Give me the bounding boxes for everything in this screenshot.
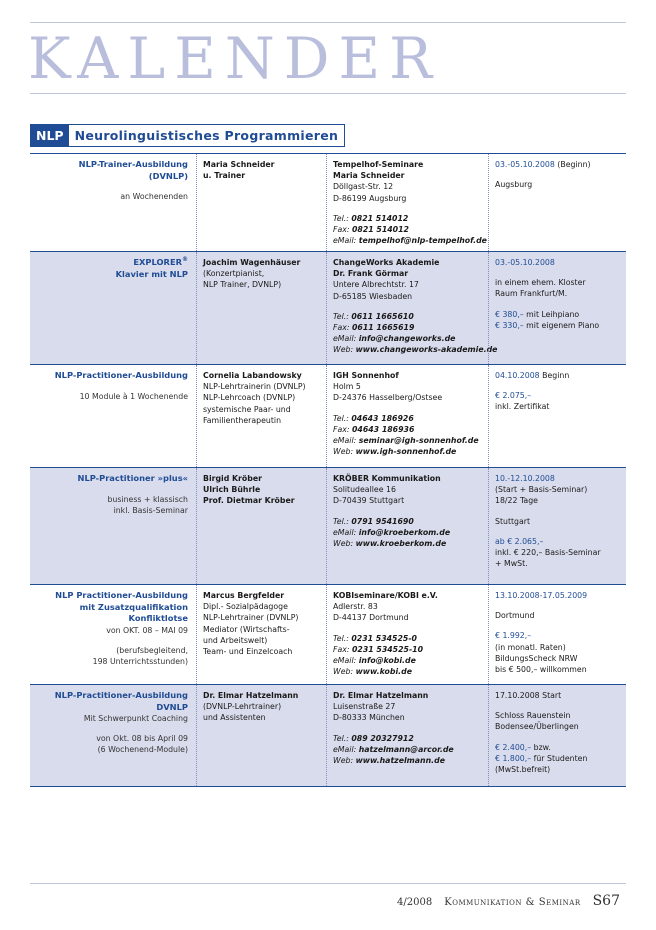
course-cell: [30, 685, 196, 786]
web-line: [333, 344, 498, 355]
organizer-name: KOBIseminare/KOBI e.V.: [333, 591, 438, 600]
table-row: [30, 365, 626, 468]
email-line: [333, 527, 482, 538]
contact-person: Dr. Frank Görmar: [333, 269, 409, 279]
section-title: Neurolinguistisches Programmieren: [74, 128, 339, 143]
email-link[interactable]: seminar@igh-sonnenhof.de: [358, 436, 479, 446]
email-link[interactable]: info@changeworks.de: [358, 334, 456, 344]
course-title-text: EXPLORER: [133, 257, 182, 267]
email-line: [333, 235, 487, 246]
contact-cell: [326, 154, 488, 251]
section-header: [30, 124, 345, 147]
page-number: S67: [592, 893, 620, 909]
contact-cell: [326, 468, 488, 584]
price-note: inkl. Zertifikat: [495, 402, 550, 412]
event-date: 13.10.2008-17.05.2009: [495, 591, 588, 600]
event-location: Schloss Rauenstein: [495, 711, 571, 721]
contact-cell: [326, 585, 488, 684]
price-note: für Studenten: [531, 753, 588, 763]
web-line: [333, 666, 482, 677]
footer-rule: [30, 883, 626, 884]
course-title: Klavier mit NLP: [115, 268, 188, 279]
price-note: + MwSt.: [495, 559, 528, 569]
page-title: KALENDER: [28, 26, 441, 92]
price-note: BildungsScheck NRW: [495, 653, 578, 663]
event-date: 03.-05.10.2008: [495, 160, 555, 169]
table-row: [30, 468, 626, 585]
address-street: Untere Albrechtstr. 17: [333, 280, 419, 290]
address-city: D-80333 München: [333, 713, 405, 723]
date-note: Beginn: [539, 371, 570, 380]
event-location: Dortmund: [495, 611, 535, 621]
course-title: NLP-Practitioner-Ausbildung: [54, 690, 188, 700]
course-cell: [30, 365, 196, 467]
fax-line: [333, 224, 482, 235]
email-line: [333, 333, 482, 344]
web-line: [333, 538, 482, 549]
phone-label: Tel.:: [333, 733, 352, 743]
web-link[interactable]: www.kobi.de: [355, 667, 412, 677]
price-line: [495, 753, 620, 764]
email-line: [333, 435, 482, 446]
course-cell: [30, 252, 196, 364]
fax-line: [333, 322, 482, 333]
price: ab € 2.065,–: [495, 536, 544, 546]
fax-label: Fax:: [333, 424, 352, 434]
web-label: Web:: [333, 539, 356, 549]
price-line: [495, 742, 620, 753]
trainer-info: und Arbeitswelt): [203, 635, 268, 645]
trainer-cell: [196, 685, 326, 786]
trainer-info: Mediator (Wirtschafts-: [203, 624, 290, 634]
trainer-info: NLP-Lehrtrainer (DVNLP): [203, 613, 299, 623]
course-note: (6 Wochenend-Module): [97, 745, 188, 755]
course-title: NLP-Trainer-Ausbildung: [78, 159, 188, 169]
price: € 2.400,–: [495, 742, 532, 752]
price: € 380,–: [495, 309, 524, 319]
magazine-name: Kommunikation & Seminar: [444, 897, 581, 908]
phone-line: [333, 413, 482, 424]
price-line: [495, 309, 620, 320]
fax-line: [333, 424, 482, 435]
address-street: Adlerstr. 83: [333, 602, 378, 612]
phone-number: 0231 534525-0: [351, 633, 417, 643]
web-link[interactable]: www.hatzelmann.de: [355, 756, 445, 766]
contact-cell: [326, 252, 498, 364]
page-footer: [397, 893, 620, 909]
event-location: in einem ehem. Kloster: [495, 278, 586, 288]
course-title: (DVNLP): [148, 170, 188, 181]
price: € 1.800,–: [495, 753, 532, 763]
course-cell: [30, 468, 196, 584]
phone-line: [333, 733, 482, 744]
trainer-name: Cornelia Labandowsky: [203, 371, 302, 380]
web-label: Web:: [333, 667, 356, 677]
price-note: mit eigenem Piano: [523, 320, 600, 330]
course-note: von OKT. 08 – MAI 09: [106, 625, 188, 635]
title-rule: [30, 93, 626, 94]
section-tag: NLP: [31, 125, 69, 146]
trainer-name: Dr. Elmar Hatzelmann: [203, 691, 299, 700]
course-cell: [30, 585, 196, 684]
email-label: eMail:: [333, 236, 359, 246]
price-note: bis € 500,– willkommen: [495, 665, 587, 675]
phone-label: Tel.:: [333, 311, 352, 321]
phone-label: Tel.:: [333, 516, 352, 526]
trainer-info: (DVNLP-Lehrtrainer): [203, 702, 282, 712]
email-link[interactable]: info@kroeberkom.de: [358, 527, 451, 537]
web-link[interactable]: www.changeworks-akademie.de: [355, 345, 498, 355]
table-row: [30, 585, 626, 685]
event-location: Raum Frankfurt/M.: [495, 289, 568, 299]
course-note: Mit Schwerpunkt Coaching: [83, 714, 188, 723]
phone-line: [333, 633, 482, 644]
address-street: Luisenstraße 27: [333, 702, 396, 712]
event-info: (Start + Basis-Seminar): [495, 485, 588, 495]
web-line: [333, 446, 482, 457]
phone-label: Tel.:: [333, 413, 352, 423]
trainer-cell: [196, 154, 326, 251]
phone-label: Tel.:: [333, 633, 352, 643]
trainer-cell: [196, 468, 326, 584]
trainer-name: Ulrich Bührle: [203, 485, 261, 495]
trainer-info: NLP-Lehrcoach (DVNLP): [203, 393, 296, 403]
fax-label: Fax:: [333, 225, 352, 235]
organizer-name: Dr. Elmar Hatzelmann: [333, 691, 429, 700]
price-note: inkl. € 220,– Basis-Seminar: [495, 548, 601, 558]
price-note: (in monatl. Raten): [495, 642, 566, 652]
course-note: von Okt. 08 bis April 09: [96, 734, 188, 744]
date-cell: [488, 585, 626, 684]
web-link[interactable]: www.igh-sonnenhof.de: [355, 447, 457, 457]
price-note: (MwSt.befreit): [495, 765, 551, 775]
phone-number: 0611 1665610: [351, 311, 414, 321]
event-date: 03.-05.10.2008: [495, 258, 555, 267]
phone-number: 0821 514012: [351, 213, 409, 223]
course-note: an Wochenenden: [120, 192, 188, 201]
fax-line: [333, 644, 482, 655]
price: € 330,–: [495, 320, 524, 330]
trainer-cell: [196, 252, 326, 364]
fax-number: 0231 534525-10: [351, 644, 424, 654]
course-note: inkl. Basis-Seminar: [113, 505, 188, 515]
web-label: Web:: [333, 756, 356, 766]
course-title: NLP Practitioner-Ausbildung: [55, 590, 188, 600]
email-label: eMail:: [333, 334, 359, 344]
trainer-cell: [196, 585, 326, 684]
email-label: eMail:: [333, 436, 359, 446]
email-link[interactable]: tempelhof@nlp-tempelhof.de: [358, 236, 487, 246]
trainer-info: Familientherapeutin: [203, 415, 282, 425]
price-note: bzw.: [531, 742, 551, 752]
trainer-info: Team- und Einzelcoach: [203, 647, 293, 657]
date-cell: [488, 252, 626, 364]
date-cell: [488, 468, 626, 584]
contact-cell: [326, 685, 488, 786]
contact-cell: [326, 365, 488, 467]
address-city: D-65185 Wiesbaden: [333, 291, 413, 301]
course-title: NLP-Practitioner »plus«: [77, 473, 188, 483]
table-row: [30, 252, 626, 365]
date-cell: [488, 365, 626, 467]
price: € 1.992,–: [495, 631, 532, 641]
date-note: (Beginn): [554, 160, 591, 169]
email-label: eMail:: [333, 527, 359, 537]
top-rule: [30, 22, 626, 23]
phone-number: 089 20327912: [351, 733, 414, 743]
web-link[interactable]: www.kroeberkom.de: [355, 539, 447, 549]
address-street: Döllgast-Str. 12: [333, 182, 394, 192]
course-note: (berufsbegleitend,: [116, 645, 188, 655]
organizer-name: IGH Sonnenhof: [333, 371, 399, 380]
web-label: Web:: [333, 345, 356, 355]
email-label: eMail:: [333, 744, 359, 754]
table-row: [30, 154, 626, 252]
date-line: [495, 370, 620, 381]
price-note: mit Leihpiano: [523, 309, 580, 319]
price: € 2.075,–: [495, 391, 532, 401]
trainer-info: Dipl.- Sozialpädagoge: [203, 602, 288, 612]
event-date: 10.-12.10.2008: [495, 474, 555, 483]
web-line: [333, 755, 482, 766]
table-row: [30, 685, 626, 787]
trainer-name: Maria Schneider: [203, 160, 275, 169]
course-title: Konfliktlotse: [128, 613, 188, 623]
trainer-name: Marcus Bergfelder: [203, 591, 285, 600]
email-line: [333, 655, 482, 666]
contact-person: Maria Schneider: [333, 171, 405, 181]
trainer-name: Joachim Wagenhäuser: [203, 258, 301, 267]
address-street: Solitudeallee 16: [333, 485, 396, 495]
course-title: mit Zusatzqualifikation: [79, 601, 188, 612]
trainer-info: systemische Paar- und: [203, 404, 291, 414]
event-location: Bodensee/Überlingen: [495, 722, 579, 732]
price-line: [495, 320, 620, 331]
address-city: D-44137 Dortmund: [333, 613, 409, 623]
fax-number: 0611 1665619: [351, 323, 415, 333]
fax-label: Fax:: [333, 644, 352, 654]
date-line: [495, 159, 620, 170]
event-info: 18/22 Tage: [495, 496, 538, 506]
course-title: DVNLP: [156, 701, 188, 712]
phone-line: [333, 311, 482, 322]
trainer-info: NLP-Lehrtrainerin (DVNLP): [203, 382, 306, 392]
fax-number: 04643 186936: [351, 424, 415, 434]
event-date: 04.10.2008: [495, 371, 540, 380]
organizer-name: ChangeWorks Akademie: [333, 258, 440, 267]
email-link[interactable]: hatzelmann@arcor.de: [358, 744, 454, 754]
trainer-name: Birgid Kröber: [203, 474, 262, 483]
fax-number: 0821 514012: [351, 225, 409, 235]
organizer-name: Tempelhof-Seminare: [333, 160, 424, 169]
event-location: Stuttgart: [495, 516, 531, 526]
trainer-info: (Konzertpianist,: [203, 269, 265, 279]
fax-label: Fax:: [333, 323, 352, 333]
address-city: D-86199 Augsburg: [333, 193, 407, 203]
trainer-name: Prof. Dietmar Kröber: [203, 496, 295, 506]
trainer-cell: [196, 365, 326, 467]
course-note: business + klassisch: [107, 494, 188, 504]
trainer-name: u. Trainer: [203, 171, 246, 181]
email-line: [333, 744, 482, 755]
event-date: 17.10.2008 Start: [495, 691, 562, 700]
phone-number: 04643 186926: [351, 413, 414, 423]
address-city: D-24376 Hasselberg/Ostsee: [333, 393, 443, 403]
course-title: [36, 257, 188, 269]
course-note: 10 Module à 1 Wochenende: [79, 391, 188, 401]
phone-line: [333, 213, 482, 224]
web-label: Web:: [333, 447, 356, 457]
address-city: D-70439 Stuttgart: [333, 496, 405, 506]
phone-line: [333, 516, 482, 527]
phone-label: Tel.:: [333, 213, 352, 223]
organizer-name: KRÖBER Kommunikation: [333, 474, 441, 483]
event-table: [30, 153, 626, 787]
registered-mark: ®: [182, 256, 188, 264]
email-link[interactable]: info@kobi.de: [358, 656, 416, 666]
trainer-info: und Assistenten: [203, 713, 266, 723]
event-location: Augsburg: [495, 180, 533, 190]
address-street: Holm 5: [333, 382, 361, 392]
email-label: eMail:: [333, 656, 359, 666]
course-note: 198 Unterrichtsstunden): [92, 656, 188, 666]
date-cell: [488, 685, 626, 786]
phone-number: 0791 9541690: [351, 516, 414, 526]
course-cell: [30, 154, 196, 251]
course-title: NLP-Practitioner-Ausbildung: [54, 370, 188, 380]
date-cell: [488, 154, 626, 251]
trainer-info: NLP Trainer, DVNLP): [203, 280, 282, 290]
issue-number: 4/2008: [397, 897, 433, 908]
